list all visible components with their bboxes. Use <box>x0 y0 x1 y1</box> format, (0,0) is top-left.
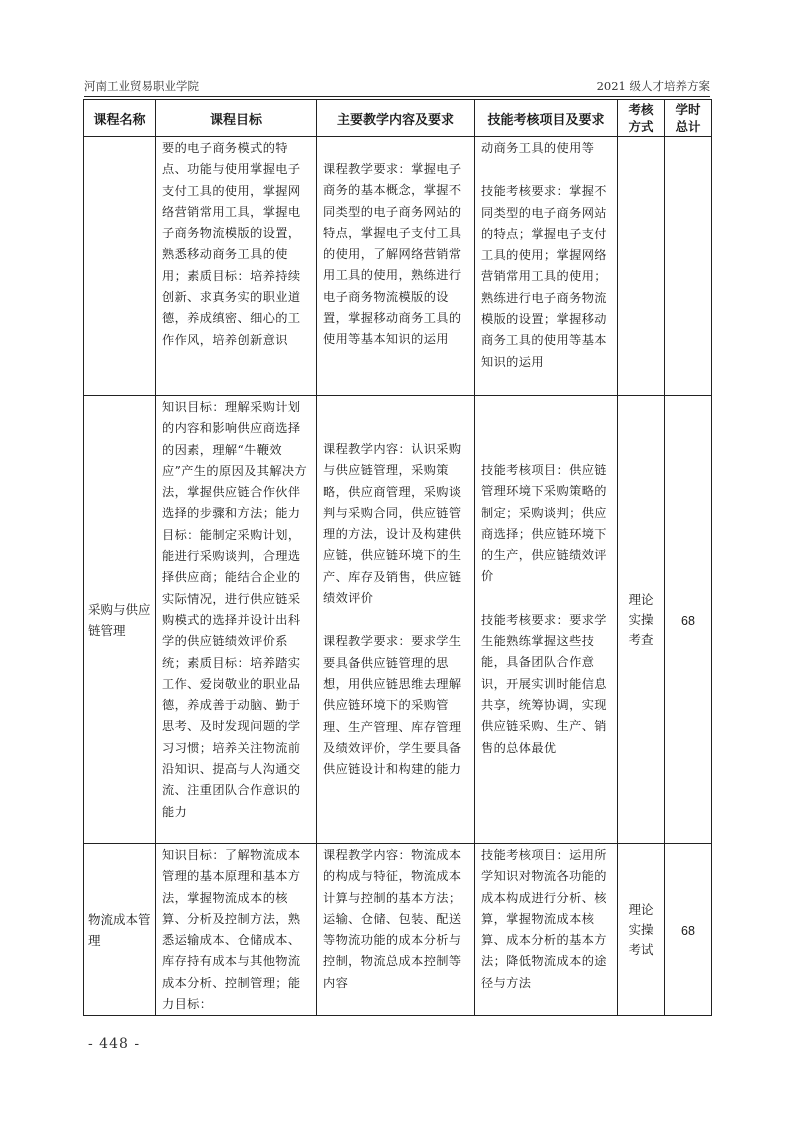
skills-cell <box>475 844 618 1016</box>
skills-item: 技能考核项目：运用所学知识对物流各功能的成本构成进行分析、核算，掌握物流成本核算、成本分析的基本方法；降低物流成本的途径与方法 <box>481 848 607 990</box>
content-cell <box>317 396 475 844</box>
method-cell <box>618 844 665 1016</box>
course-name-cell <box>84 396 156 844</box>
skills-requirements: 技能考核要求：要求学生能熟练掌握这些技能，具备团队合作意识，开展实训时能信息共享，统筹协调，实现供应链采购、生产、销售的总体最优 <box>481 612 607 755</box>
document-title: 2021 级人才培养方案 <box>596 79 710 93</box>
curriculum-table <box>83 99 712 1016</box>
course-goals: 知识目标：了解物流成本管理的基本原理和基本方法，掌握物流成本的核算、分析及控制方法，熟悉运输成本、仓储成本、库存持有成本与其他物流成本分析、控制管理；能力目标： <box>162 848 301 1012</box>
page-header <box>84 76 710 94</box>
goals-cell <box>156 396 317 844</box>
content-teaching: 课程教学内容：物流成本的构成与特征，物流成本计算与控制的基本方法；运输、仓储、包装、配送等物流功能的成本分析与控制，物流总成本控制等内容 <box>323 848 462 990</box>
total-hours: 68 <box>681 924 695 939</box>
course-goals: 要的电子商务模式的特点、功能与使用掌握电子支付工具的使用，掌握网络营销常用工具，掌握电子商务物流模版的设置，熟悉移动商务工具的使用；素质目标：培养持续创新、求真务实的职业道德，养成缜密、细心的工作作风，培养创新意识 <box>162 141 301 347</box>
col-header-hours <box>665 100 712 137</box>
goals-cell <box>156 137 317 396</box>
course-name: 物流成本管理 <box>88 911 151 948</box>
hours-cell <box>665 396 712 844</box>
skills-cell <box>475 137 618 396</box>
content-requirements: 课程教学要求：要求学生要具备供应链管理的思想，用供应链思维去理解供应链环境下的采购管理、生产管理、库存管理及绩效评价，学生要具备供应链设计和构建的能力 <box>323 634 462 777</box>
table-header-row <box>84 100 712 137</box>
col-header-hours-label: 学时总计 <box>675 102 701 134</box>
skills-cell <box>475 396 618 844</box>
hours-cell <box>665 137 712 396</box>
content-cell <box>317 844 475 1016</box>
course-name: 采购与供应链管理 <box>88 601 151 638</box>
course-name-cell <box>84 137 156 396</box>
course-goals: 知识目标：理解采购计划的内容和影响供应商选择的因素，理解“牛鞭效应”产生的原因及其解决方法，掌握供应链合作伙伴选择的步骤和方法；能力目标：能制定采购计划，能进行采购谈判，合理选择供应商；能结合企业的实际情况，进行供应链采购模式的选择并设计出科学的供应链绩效评价系统；素质目标：培养踏实工作、爱岗敬业的职业品德，养成善于动脑、勤于思考、及时发现问题的学习习惯；培养关注物流前沿知识、提高与人沟通交流、注重团队合作意识的能力 <box>162 400 308 819</box>
institution-name: 河南工业贸易职业学院 <box>84 79 199 93</box>
skills-requirements: 技能考核要求：掌握不同类型的电子商务网站的特点；掌握电子支付工具的使用；掌握网络营销常用工具的使用；熟练进行电子商务物流模版的设置；掌握移动商务工具的使用等基本知识的运用 <box>481 184 607 369</box>
assessment-method: 理论实操考查 <box>628 591 654 647</box>
total-hours: 68 <box>681 614 695 628</box>
col-header-method-label: 考核方式 <box>628 102 654 134</box>
course-name-cell <box>84 844 156 1016</box>
col-header-skills: 技能考核项目及要求 <box>475 100 618 137</box>
col-header-course-name: 课程名称 <box>84 100 156 137</box>
skills-item: 技能考核项目：供应链管理环境下采购策略的制定；采购谈判；供应商选择；供应链环境下的生产，供应链绩效评价 <box>481 463 607 584</box>
col-header-course-goals: 课程目标 <box>156 100 317 137</box>
assessment-method: 理论实操考试 <box>628 901 654 957</box>
table-row <box>84 844 712 1016</box>
skills-item: 动商务工具的使用等 <box>481 141 595 155</box>
content-cell <box>317 137 475 396</box>
page-number: - 448 - <box>88 1036 141 1052</box>
header-rule <box>84 96 710 97</box>
content-requirements: 课程教学要求：掌握电子商务的基本概念，掌握不同类型的电子商务网站的特点，掌握电子支付工具的使用，了解网络营销常用工具的使用，熟练进行电子商务物流模版的设置，掌握移动商务工具的使用等基本知识的运用 <box>323 162 462 347</box>
col-header-content: 主要教学内容及要求 <box>317 100 475 137</box>
col-header-method <box>618 100 665 137</box>
method-cell <box>618 137 665 396</box>
method-cell <box>618 396 665 844</box>
hours-cell <box>665 844 712 1016</box>
content-teaching: 课程教学内容：认识采购与供应链管理，采购策略，供应商管理，采购谈判与采购合同，供应链管理的方法，设计及构建供应链，供应链环境下的生产、库存及销售，供应链绩效评价 <box>323 442 462 606</box>
table-row <box>84 396 712 844</box>
goals-cell <box>156 844 317 1016</box>
table-row <box>84 137 712 396</box>
